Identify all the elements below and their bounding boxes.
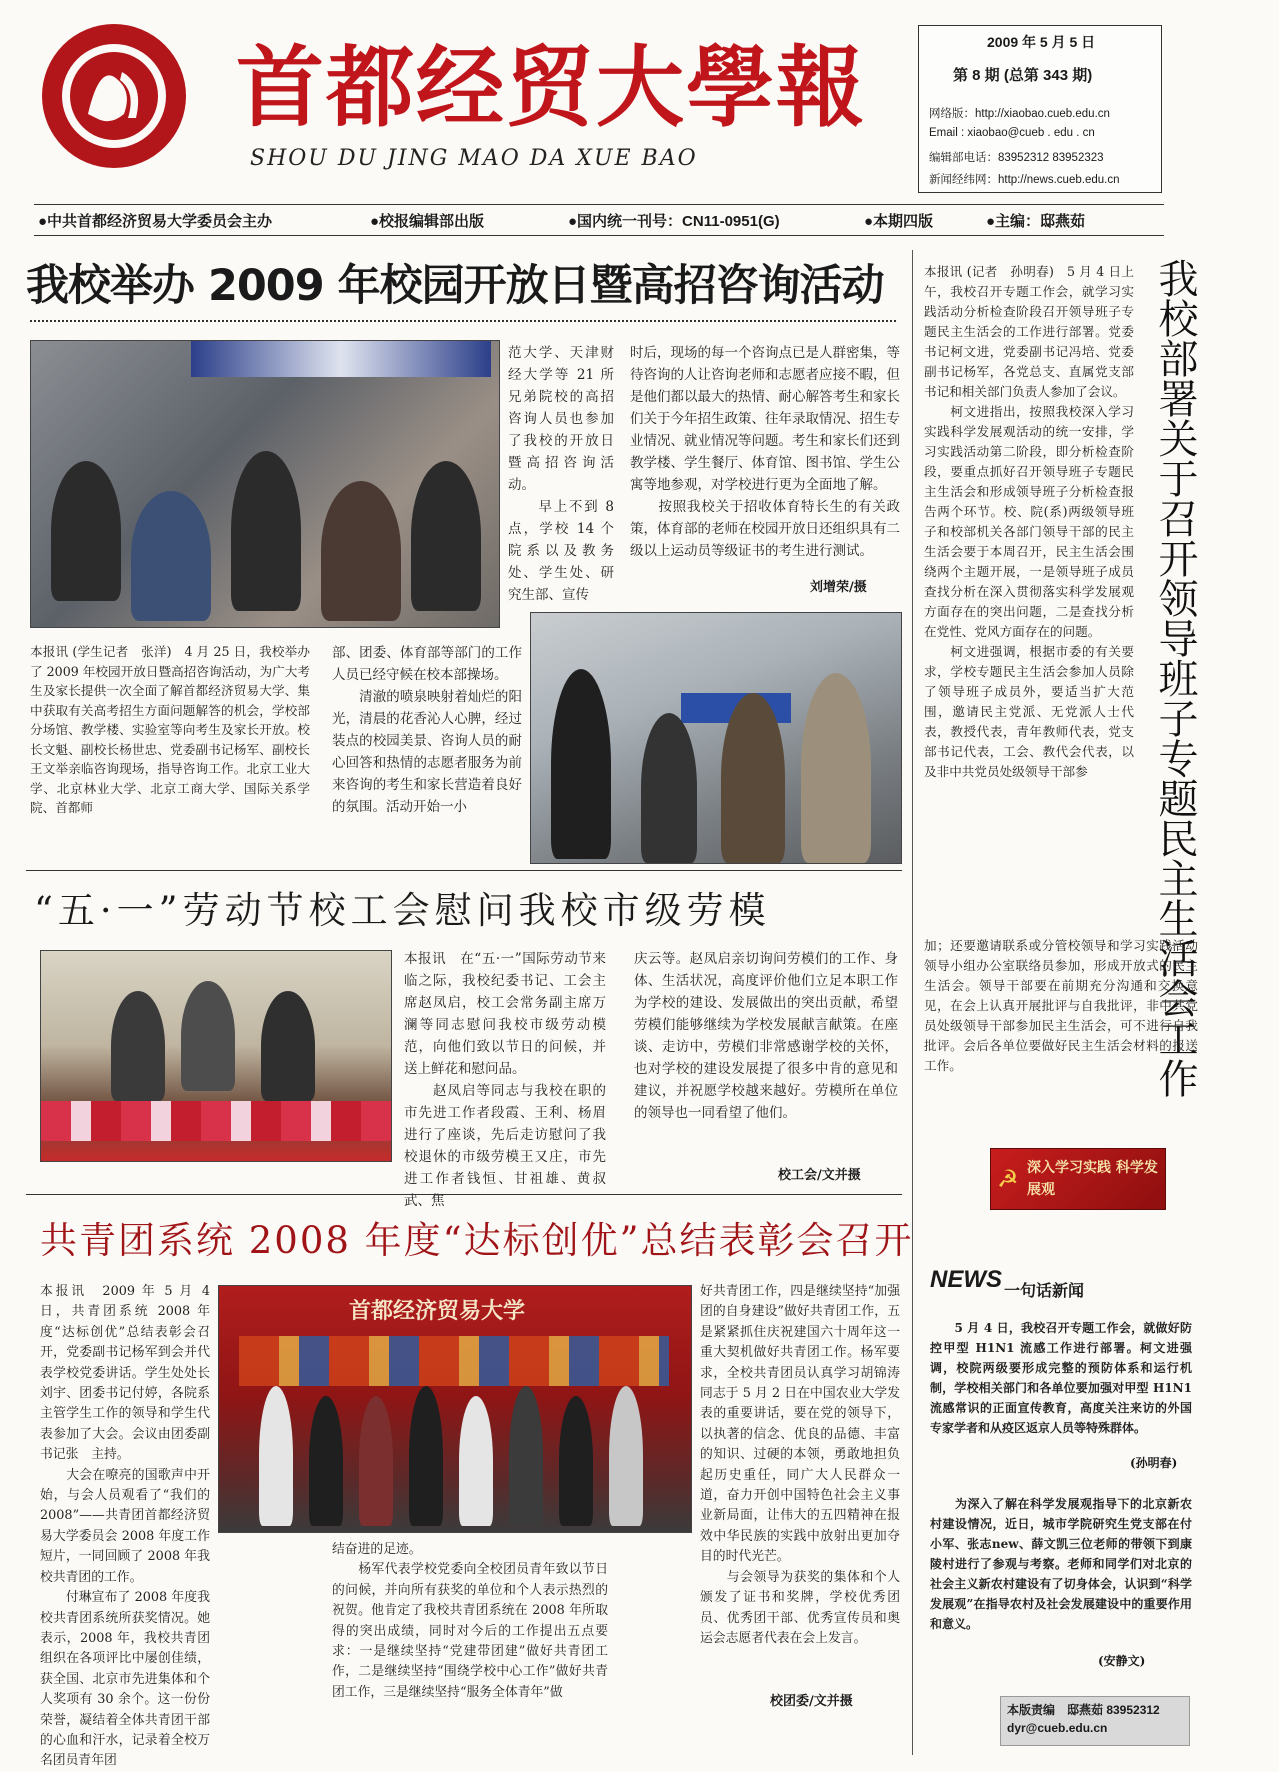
news-logo-text: NEWS	[930, 1266, 1002, 1293]
article4-photo-ceremony	[218, 1285, 692, 1533]
info-sponsor: ●中共首都经济贸易大学委员会主办	[38, 213, 273, 230]
website-link[interactable]: 网络版：http://xiaobao.cueb.edu.cn	[929, 108, 1110, 120]
article1-photo-consult	[530, 612, 902, 864]
news-logo	[930, 1266, 1150, 1306]
study-banner	[990, 1148, 1166, 1210]
footer-email[interactable]: dyr@cueb.edu.cn	[1007, 1721, 1108, 1735]
article1-photo-credit: 刘增荣/摄	[810, 580, 867, 595]
article2-photo-credit: 校工会/文并摄	[778, 1168, 861, 1183]
divider	[912, 250, 913, 1755]
news-site-link[interactable]: 新闻经纬网：http://news.cueb.edu.cn	[929, 174, 1120, 186]
stage-backdrop	[239, 1336, 669, 1386]
issue-number: 第 8 期 (总第 343 期)	[953, 67, 1093, 84]
issue-info-box	[918, 25, 1162, 193]
footer-editor-box	[1000, 1696, 1190, 1746]
newspaper-title: 首都经贸大學報	[236, 35, 867, 139]
article4-col-right: 好共青团工作，四是继续坚持“加强团的自身建设”做好共青团工作，五是紧紧抓住庆祝建国六十周年这一重大契机做好共青团工作。杨军要求，全校共青团员认真学习胡锦涛同志于 5 月 2 日在中国农业大学发表的重要讲话，要在党的领导下，以执著的信念、优良的品德、丰富的知识、过硬的本领，勇敢地担负起历史重任，同广大人民群众一道，奋力开创中国特色社会主义事业新局面，让伟大的五四精神在报效中华民族的实践中放射出更加夺目的时代光芒。 与会领导为获奖的集体和个人颁发了证书和奖牌，学校优秀团员、优秀团干部、优秀宣传员和奥运会志愿者代表在会上发言。	[700, 1284, 900, 1646]
issue-date: 2009 年 5 月 5 日	[987, 34, 1096, 50]
photo-stage-banner: 首都经济贸易大学	[349, 1298, 526, 1324]
article3-col-full: 加；还要邀请联系或分管校领导和学习实践活动领导小组办公室联络员参加，形成开放式的民主生活会。领导干部要在前期充分沟通和交换意见，在会上认真开展批评与自我批评，非中共党员处级领导干部参加民主生活会，可不进行自我批评。会后各单位要做好民主生活会材料的报送工作。	[924, 938, 1198, 1073]
info-publisher: ●校报编辑部出版	[370, 213, 485, 230]
hammer-sickle-icon: ☭	[997, 1165, 1019, 1193]
info-bar	[34, 204, 1164, 236]
flowers	[41, 1101, 391, 1141]
info-pages: ●本期四版	[864, 213, 934, 230]
info-editor: ●主编：邸燕茹	[986, 213, 1086, 230]
article1-headline: 我校举办 2009 年校园开放日暨高招咨询活动	[26, 261, 884, 311]
divider	[30, 320, 896, 322]
news-brief-author1: (孙明春)	[1130, 1456, 1178, 1470]
news-brief-author2: (安静文)	[1098, 1654, 1146, 1668]
article1-col1: 范大学、天津财经大学等 21 所兄弟院校的高招咨询人员也参加了我校的开放日暨高招咨询活动。 早上不到 8 点，学校 14 个院系以及教务处、学生处、研究生部、宣传	[508, 345, 614, 603]
article1-col3: 本报讯 (学生记者 张洋) 4 月 25 日，我校举办了 2009 年校园开放日暨高招咨询活动，为广大考生及家长提供一次全面了解首都经济贸易大学、集中获取有关高考招生方面问题解答的机会，学校部分场馆、教学楼、实验室等向考生及家长开放。校长文魁、副校长杨世忠、党委副书记杨军、副校长王文举亲临咨询现场，指导咨询工作。北京工业大学、北京林业大学、北京工商大学、国际关系学院、首都师	[30, 644, 310, 815]
newspaper-pinyin: SHOU DU JING MAO DA XUE BAO	[250, 146, 698, 171]
news-brief-label: 一句话新闻	[1004, 1281, 1085, 1300]
photo-banner-strip	[191, 341, 491, 377]
article4-col-left: 本报讯 2009 年 5 月 4 日，共青团系统 2008 年度“达标创优”总结表彰会召开，党委副书记杨军到会并代表学校党委讲话。学生处处长刘宇、团委书记付婷，各院系主管学生工作的领导和学生代表参加了大会。会议由团委副书记张 主持。 大会在嘹亮的国歌声中开始，与会人员观看了“我们的 2008”——共青团首都经济贸易大学委员会 2008 年度工作短片，一同回顾了 2008 年我校共青团的工作。 付琳宣布了 2008 年度我校共青团系统所获奖情况。她表示，2008 年，我校共青团组织在各项评比中屡创佳绩，获全国、北京市先进集体和个人奖项有 30 余个。这一份份荣誉，凝结着全体共青团干部的心血和汗水，记录着全校万名团员青年团	[40, 1284, 210, 1769]
article2-col1: 本报讯 在“五·一”国际劳动节来临之际，我校纪委书记、工会主席赵凤启，校工会常务副主席万澜等同志慰问我校市级劳动模范，向他们致以节日的问候，并送上鲜花和慰问品。 赵凤启等同志与我校在职的市先进工作者段霞、王利、杨眉进行了座谈，先后走访慰问了我校退休的市级劳模王又庄，市先进工作者钱恒、甘祖雄、黄叔武、焦	[404, 951, 606, 1209]
news-brief-item2: 为深入了解在科学发展观指导下的北京新农村建设情况，近日，城市学院研究生党支部在付小军、张志new、薛文凯三位老师的带领下到康陵村进行了参观与考察。老师和同学们对北京的社会主义新农村建设有了切身体会，认识到“科学发展观”在指导农村及社会发展建设中的重要作用和意义。	[930, 1497, 1192, 1631]
article2-headline: “五·一”劳动节校工会慰问我校市级劳模	[34, 889, 771, 932]
article1-photo-crowd	[30, 340, 500, 628]
divider	[26, 1194, 902, 1195]
email-link[interactable]: Email : xiaobao@cueb . edu . cn	[929, 127, 1095, 139]
article2-col2: 庆云等。赵凤启亲切询问劳模们的工作、身体、生活状况，高度评价他们立足本职工作为学校的建设、发展做出的突出贡献，希望劳模们能够继续为学校发展献言献策。在座谈、走访中，劳模们非常感谢学校的关怀，也对学校的建设发展提了很多中肯的意见和建议，并祝愿学校越来越好。劳模所在单位的领导也一同看望了他们。	[634, 951, 898, 1121]
article1-col2: 时后，现场的每一个咨询点已是人群密集，等待咨询的人让咨询老师和志愿者应接不暇，但是他们都以最大的热情、耐心解答考生和家长们关于今年招生政策、往年录取情况、招生专业情况、就业情况等问题。考生和家长们还到教学楼、学生餐厅、体育馆、图书馆、学生公寓等地参观，对学校进行更为全面地了解。 按照我校关于招收体育特长生的有关政策，体育部的老师在校园开放日还组织具有二级以上运动员等级证书的考生进行测试。	[630, 345, 900, 559]
university-logo	[40, 22, 188, 170]
editorial-phone: 编辑部电话：83952312 83952323	[929, 152, 1104, 164]
divider	[26, 870, 902, 871]
article3-col-top: 本报讯 (记者 孙明春) 5 月 4 日上午，我校召开专题工作会，就学习实践活动分析检查阶段召开领导班子专题民主生活会的工作进行部署。党委书记柯文进，党委副书记冯培、党委副书记杨军，各党总支、直属党支部书记和相关部门负责人参加了会议。 柯文进指出，按照我校深入学习实践科学发展观活动的统一安排，学习实践活动第二阶段，即分析检查阶段，要重点抓好召开领导班子专题民主生活会和形成领导班子分析检查报告两个环节。校、院(系)两级领导班子和校部机关各部门领导干部的民主生活会要于本周召开，民主生活会围绕两个主题开展，一是领导班子成员查找分析在深入贯彻落实科学发展观方面存在的突出问题，二是查找分析在党性、党风方面存在的问题。 柯文进强调，根据市委的有关要求，学校专题民主生活会参加人员除了领导班子成员外，要适当扩大范围，邀请民主党派、无党派人士代表，教授代表，青年教师代表，党支部书记代表，工会、教代会代表，以及非中共党员处级领导干部参	[924, 264, 1134, 779]
article4-headline: 共青团系统 2008 年度“达标创优”总结表彰会召开	[40, 1219, 914, 1262]
info-issn: ●国内统一刊号：CN11-0951(G)	[568, 213, 780, 230]
article2-photo-models	[40, 950, 392, 1162]
news-brief-item1: 5 月 4 日，我校召开专题工作会，就做好防控甲型 H1N1 流感工作进行部署。柯文进强调，校院两级要形成完整的预防体系和运行机制，学校相关部门和各单位要加强对甲型 H1N1 流感常识的正面宣传教育，高度关注来访的外国专家学者和从疫区返京人员等特殊群体。	[930, 1321, 1197, 1435]
study-banner-text: 深入学习实践 科学发展观	[1027, 1160, 1158, 1198]
logo-emblem-icon	[40, 22, 188, 170]
footer-editor: 本版责编 邸燕茹 83952312	[1007, 1703, 1160, 1717]
article3-headline: 我校部署关于召开领导班子专题民主生活会工作	[1152, 258, 1198, 1098]
article4-photo-credit: 校团委/文并摄	[770, 1694, 853, 1709]
article4-col-mid: 结奋进的足迹。 杨军代表学校党委向全校团员青年致以节日的问候，并向所有获奖的单位和个人表示热烈的祝贺。他肯定了我校共青团系统在 2008 年所取得的突出成绩，同时对今后的工作提出五点要求：一是继续坚持“党建带团建”做好共青团工作，二是继续坚持“围绕学校中心工作”做好共青团工作，三是继续坚持“服务全体青年”做	[332, 1542, 608, 1700]
article1-col4: 部、团委、体育部等部门的工作人员已经守候在校本部操场。 清澈的喷泉映射着灿烂的阳光，清晨的花香沁人心脾，经过装点的校园美景、咨询人员的耐心回答和热情的志愿者服务为前来咨询的考生和家长营造着良好的氛围。活动开始一小	[332, 645, 522, 815]
